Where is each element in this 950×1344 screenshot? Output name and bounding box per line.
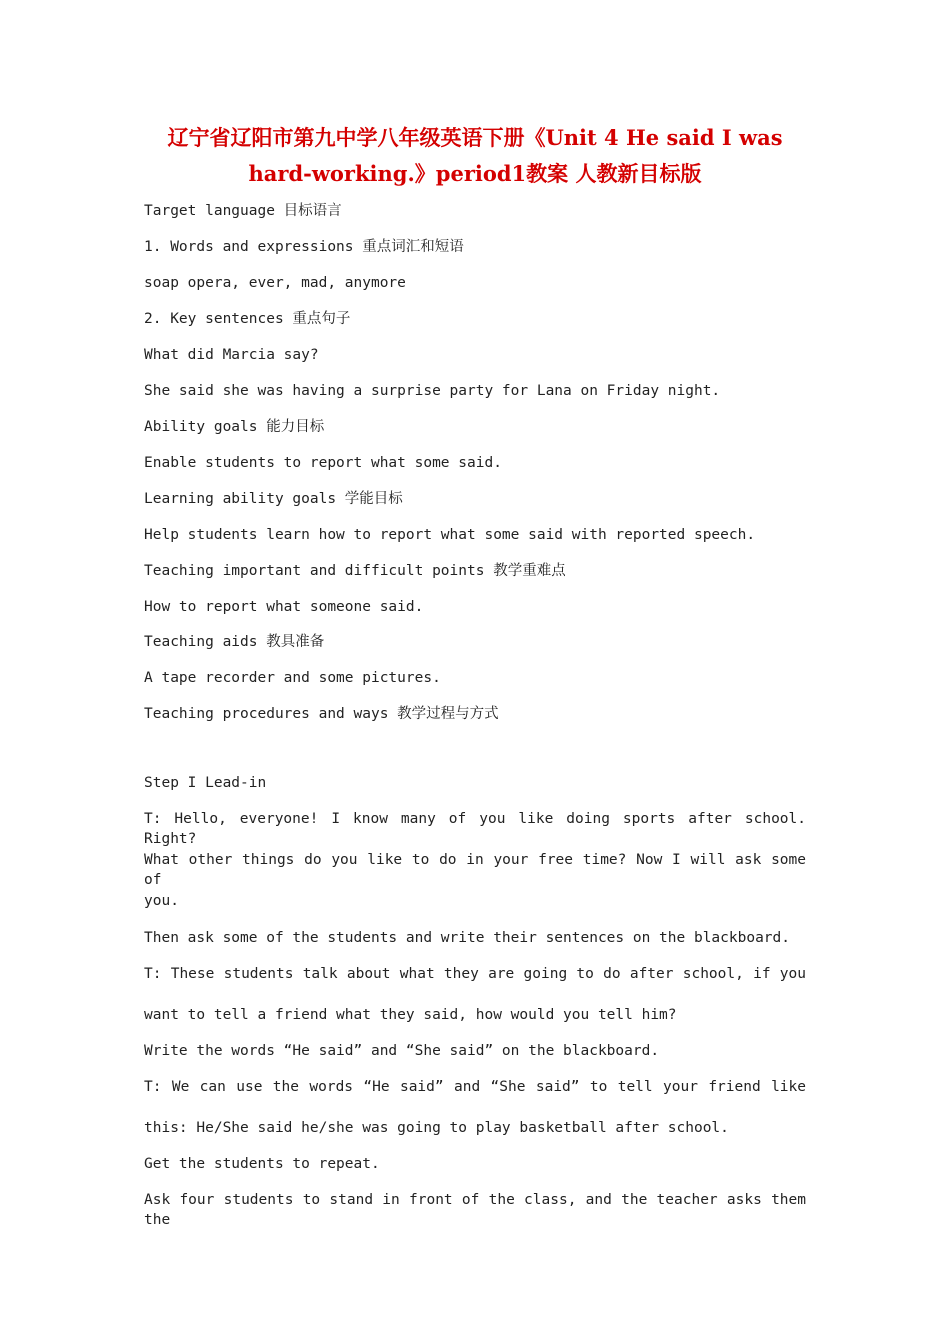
key-sentence: She said she was having a surprise party for Lana on Friday night.	[144, 383, 721, 399]
key-sentence: What did Marcia say?	[144, 347, 319, 363]
target-language-heading: Target language 目标语言	[144, 203, 342, 219]
paragraph-line: you.	[144, 893, 179, 909]
learning-ability-goals-text: Help students learn how to report what some said with reported speech.	[144, 527, 756, 543]
document-title-line-2: hard-working.》period1教案 人教新目标版	[248, 161, 702, 186]
paragraph-line: Write the words “He said” and “She said” on the blackboard.	[144, 1043, 660, 1059]
teaching-points-text: How to report what someone said.	[144, 599, 424, 615]
vocabulary-list: soap opera, ever, mad, anymore	[144, 275, 406, 291]
teaching-aids-text: A tape recorder and some pictures.	[144, 670, 441, 686]
paragraph-line: T: We can use the words “He said” and “She said” to tell your friend like	[144, 1079, 806, 1095]
ability-goals-text: Enable students to report what some said.	[144, 455, 502, 471]
document-title-line-1: 辽宁省辽阳市第九中学八年级英语下册《Unit 4 He said I was	[167, 125, 783, 150]
paragraph-line: Then ask some of the students and write their sentences on the blackboard.	[144, 930, 791, 946]
teaching-aids-heading: Teaching aids 教具准备	[144, 634, 325, 650]
teaching-procedures-heading: Teaching procedures and ways 教学过程与方式	[144, 706, 499, 722]
step-heading: Step I Lead-in	[144, 775, 267, 791]
paragraph-line: T: Hello, everyone! I know many of you like doing sports after school. Right?	[144, 811, 806, 847]
paragraph-line: want to tell a friend what they said, how would you tell him?	[144, 1007, 677, 1023]
paragraph-line: this: He/She said he/she was going to play basketball after school.	[144, 1120, 729, 1136]
learning-ability-goals-heading: Learning ability goals 学能目标	[144, 491, 403, 507]
ability-goals-heading: Ability goals 能力目标	[144, 419, 325, 435]
paragraph-line: What other things do you like to do in your free time? Now I will ask some of	[144, 852, 806, 888]
words-expressions-heading: 1. Words and expressions 重点词汇和短语	[144, 239, 464, 255]
paragraph-line: Get the students to repeat.	[144, 1156, 380, 1172]
paragraph-line: Ask four students to stand in front of the class, and the teacher asks them the	[144, 1192, 806, 1228]
paragraph-line: T: These students talk about what they are going to do after school, if you	[144, 966, 806, 982]
key-sentences-heading: 2. Key sentences 重点句子	[144, 311, 351, 327]
teaching-points-heading: Teaching important and difficult points 教学重难点	[144, 563, 566, 579]
